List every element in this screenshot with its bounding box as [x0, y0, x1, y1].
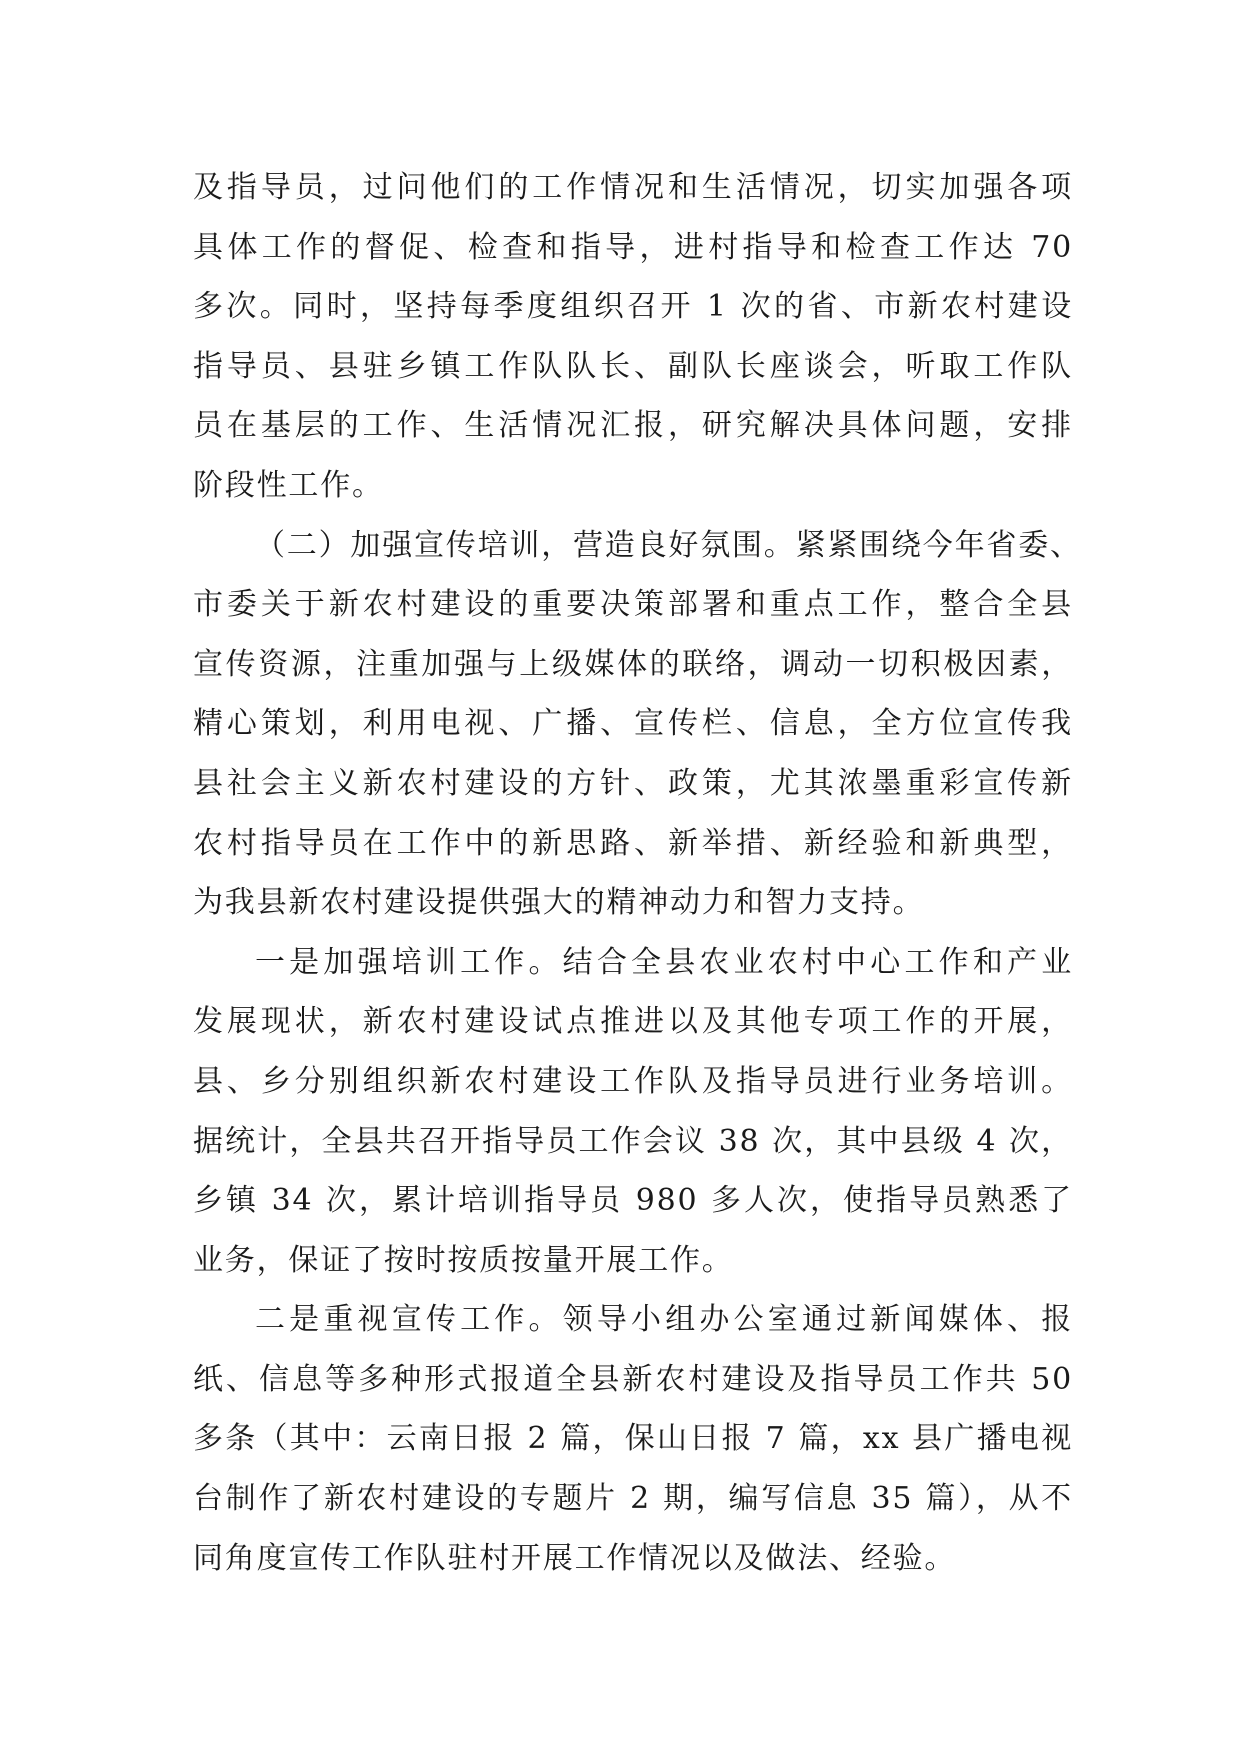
text-line: 及指导员，过问他们的工作情况和生活情况，切实加强各项 [193, 170, 1073, 205]
document-body [193, 158, 1082, 1588]
text-line: 纸、信息等多种形式报道全县新农村建设及指导员工作共 50 [193, 1361, 1073, 1397]
text-line: 多条（其中：云南日报 2 篇，保山日报 7 篇，xx 县广播电视 [193, 1421, 1073, 1457]
text-line: 指导员、县驻乡镇工作队队长、副队长座谈会，听取工作队 [193, 348, 1073, 384]
text-line: 市委关于新农村建设的重要决策部署和重点工作，整合全县 [193, 587, 1073, 623]
text-line: 据统计，全县共召开指导员工作会议 38 次，其中县级 4 次， [193, 1123, 1073, 1159]
text-line: 精心策划，利用电视、广播、宣传栏、信息，全方位宣传我 [193, 706, 1073, 742]
text-line: 员在基层的工作、生活情况汇报，研究解决具体问题，安排 [193, 408, 1073, 444]
text-line: 农村指导员在工作中的新思路、新举措、新经验和新典型， [193, 825, 1073, 861]
paragraph-start-line: 二是重视宣传工作。领导小组办公室通过新闻媒体、报 [255, 1302, 1073, 1338]
text-line: 阶段性工作。 [193, 467, 384, 503]
text-line: 发展现状，新农村建设试点推进以及其他专项工作的开展， [193, 1004, 1073, 1040]
text-line: 县、乡分别组织新农村建设工作队及指导员进行业务培训。 [193, 1063, 1073, 1099]
text-line: 业务，保证了按时按质按量开展工作。 [193, 1242, 734, 1278]
text-line: 台制作了新农村建设的专题片 2 期，编写信息 35 篇），从不 [193, 1481, 1073, 1517]
section-heading-line: （二）加强宣传培训，营造良好氛围。紧紧围绕今年省委、 [255, 527, 1082, 563]
text-line: 乡镇 34 次，累计培训指导员 980 多人次，使指导员熟悉了 [193, 1183, 1073, 1219]
text-line: 同角度宣传工作队驻村开展工作情况以及做法、经验。 [193, 1540, 957, 1576]
text-line: 为我县新农村建设提供强大的精神动力和智力支持。 [193, 885, 925, 921]
text-line: 多次。同时，坚持每季度组织召开 1 次的省、市新农村建设 [193, 289, 1073, 325]
text-line: 宣传资源，注重加强与上级媒体的联络，调动一切积极因素， [193, 646, 1073, 682]
text-line: 县社会主义新农村建设的方针、政策，尤其浓墨重彩宣传新 [193, 765, 1073, 801]
text-line: 具体工作的督促、检查和指导，进村指导和检查工作达 70 [193, 229, 1073, 265]
paragraph-start-line: 一是加强培训工作。结合全县农业农村中心工作和产业 [255, 944, 1073, 980]
